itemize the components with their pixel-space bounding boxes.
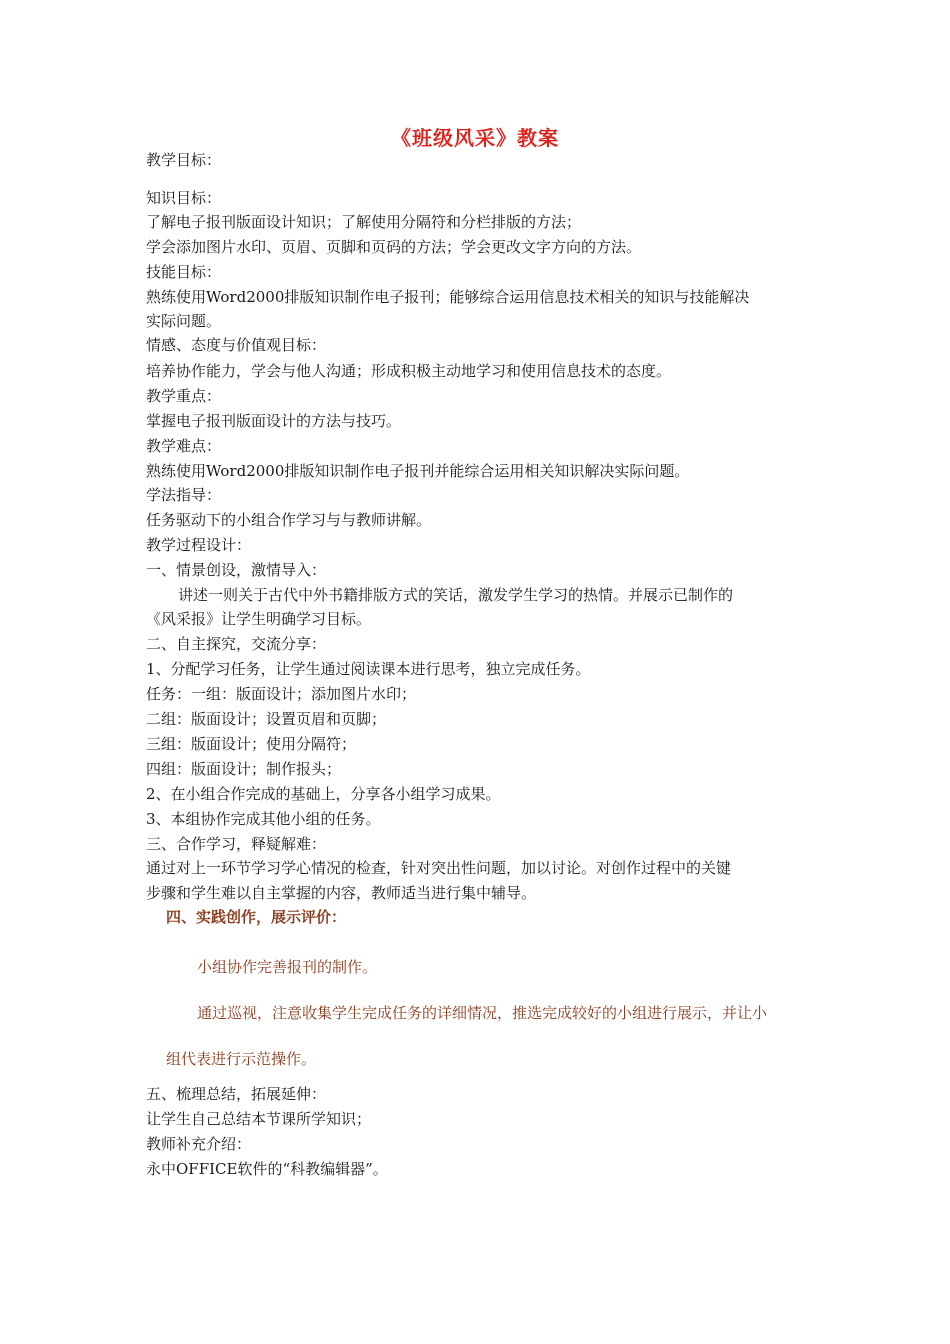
text-line: 情感、态度与价值观目标： [146,336,327,354]
text-line: 任务：一组：版面设计；添加图片水印； [146,685,417,703]
text-line: 讲述一则关于古代中外书籍排版方式的笑话，激发学生学习的热情。并展示已制作的 [178,586,734,604]
text-line: 教学重点： [146,387,222,405]
text-line: 技能目标： [146,263,222,281]
text-line: 学会添加图片水印、页眉、页脚和页码的方法；学会更改文字方向的方法。 [146,238,642,256]
text-line: 培养协作能力，学会与他人沟通；形成积极主动地学习和使用信息技术的态度。 [146,362,672,380]
text-line: 小组协作完善报刊的制作。 [197,958,378,976]
text-line: 二、自主探究，交流分享： [146,635,327,653]
document-title: 《班级风采》教案 [391,126,559,150]
text-line: 一、情景创设，激情导入： [146,561,327,579]
text-line: 知识目标： [146,189,222,207]
text-line: 任务驱动下的小组合作学习与与教师讲解。 [146,511,432,529]
text-line: 2、在小组合作完成的基础上，分享各小组学习成果。 [146,785,501,803]
text-line: 永中OFFICE软件的“科教编辑器”。 [146,1160,388,1178]
section-heading: 四、实践创作，展示评价： [166,908,347,926]
text-line: 教学难点： [146,437,222,455]
text-line: 步骤和学生难以自主掌握的内容，教师适当进行集中辅导。 [146,884,537,902]
text-line: 教学过程设计： [146,536,252,554]
text-line: 教学目标： [146,151,222,169]
text-line: 通过巡视，注意收集学生完成任务的详细情况，推选完成较好的小组进行展示，并让小 [197,1004,768,1022]
text-line: 通过对上一环节学习学心情况的检查，针对突出性问题，加以讨论。对创作过程中的关键 [146,859,732,877]
text-line: 三、合作学习，释疑解难： [146,835,327,853]
text-line: 组代表进行示范操作。 [166,1050,317,1068]
text-line: 3、本组协作完成其他小组的任务。 [146,810,381,828]
text-line: 二组：版面设计；设置页眉和页脚； [146,710,387,728]
text-line: 四组：版面设计；制作报头； [146,760,342,778]
text-line: 教师补充介绍： [146,1135,252,1153]
text-line: 让学生自己总结本节课所学知识； [146,1110,372,1128]
text-line: 熟练使用Word2000排版知识制作电子报刊并能综合运用相关知识解决实际问题。 [146,462,690,480]
text-line: 三组：版面设计；使用分隔符； [146,735,357,753]
text-line: 熟练使用Word2000排版知识制作电子报刊；能够综合运用信息技术相关的知识与技能解决 [146,288,750,306]
text-line: 实际问题。 [146,312,222,330]
text-line: 1、分配学习任务，让学生通过阅读课本进行思考，独立完成任务。 [146,660,591,678]
text-line: 了解电子报刊版面设计知识；了解使用分隔符和分栏排版的方法； [146,213,582,231]
text-line: 《风采报》让学生明确学习目标。 [146,610,372,628]
text-line: 掌握电子报刊版面设计的方法与技巧。 [146,412,402,430]
text-line: 五、梳理总结，拓展延伸： [146,1085,327,1103]
text-line: 学法指导： [146,486,222,504]
